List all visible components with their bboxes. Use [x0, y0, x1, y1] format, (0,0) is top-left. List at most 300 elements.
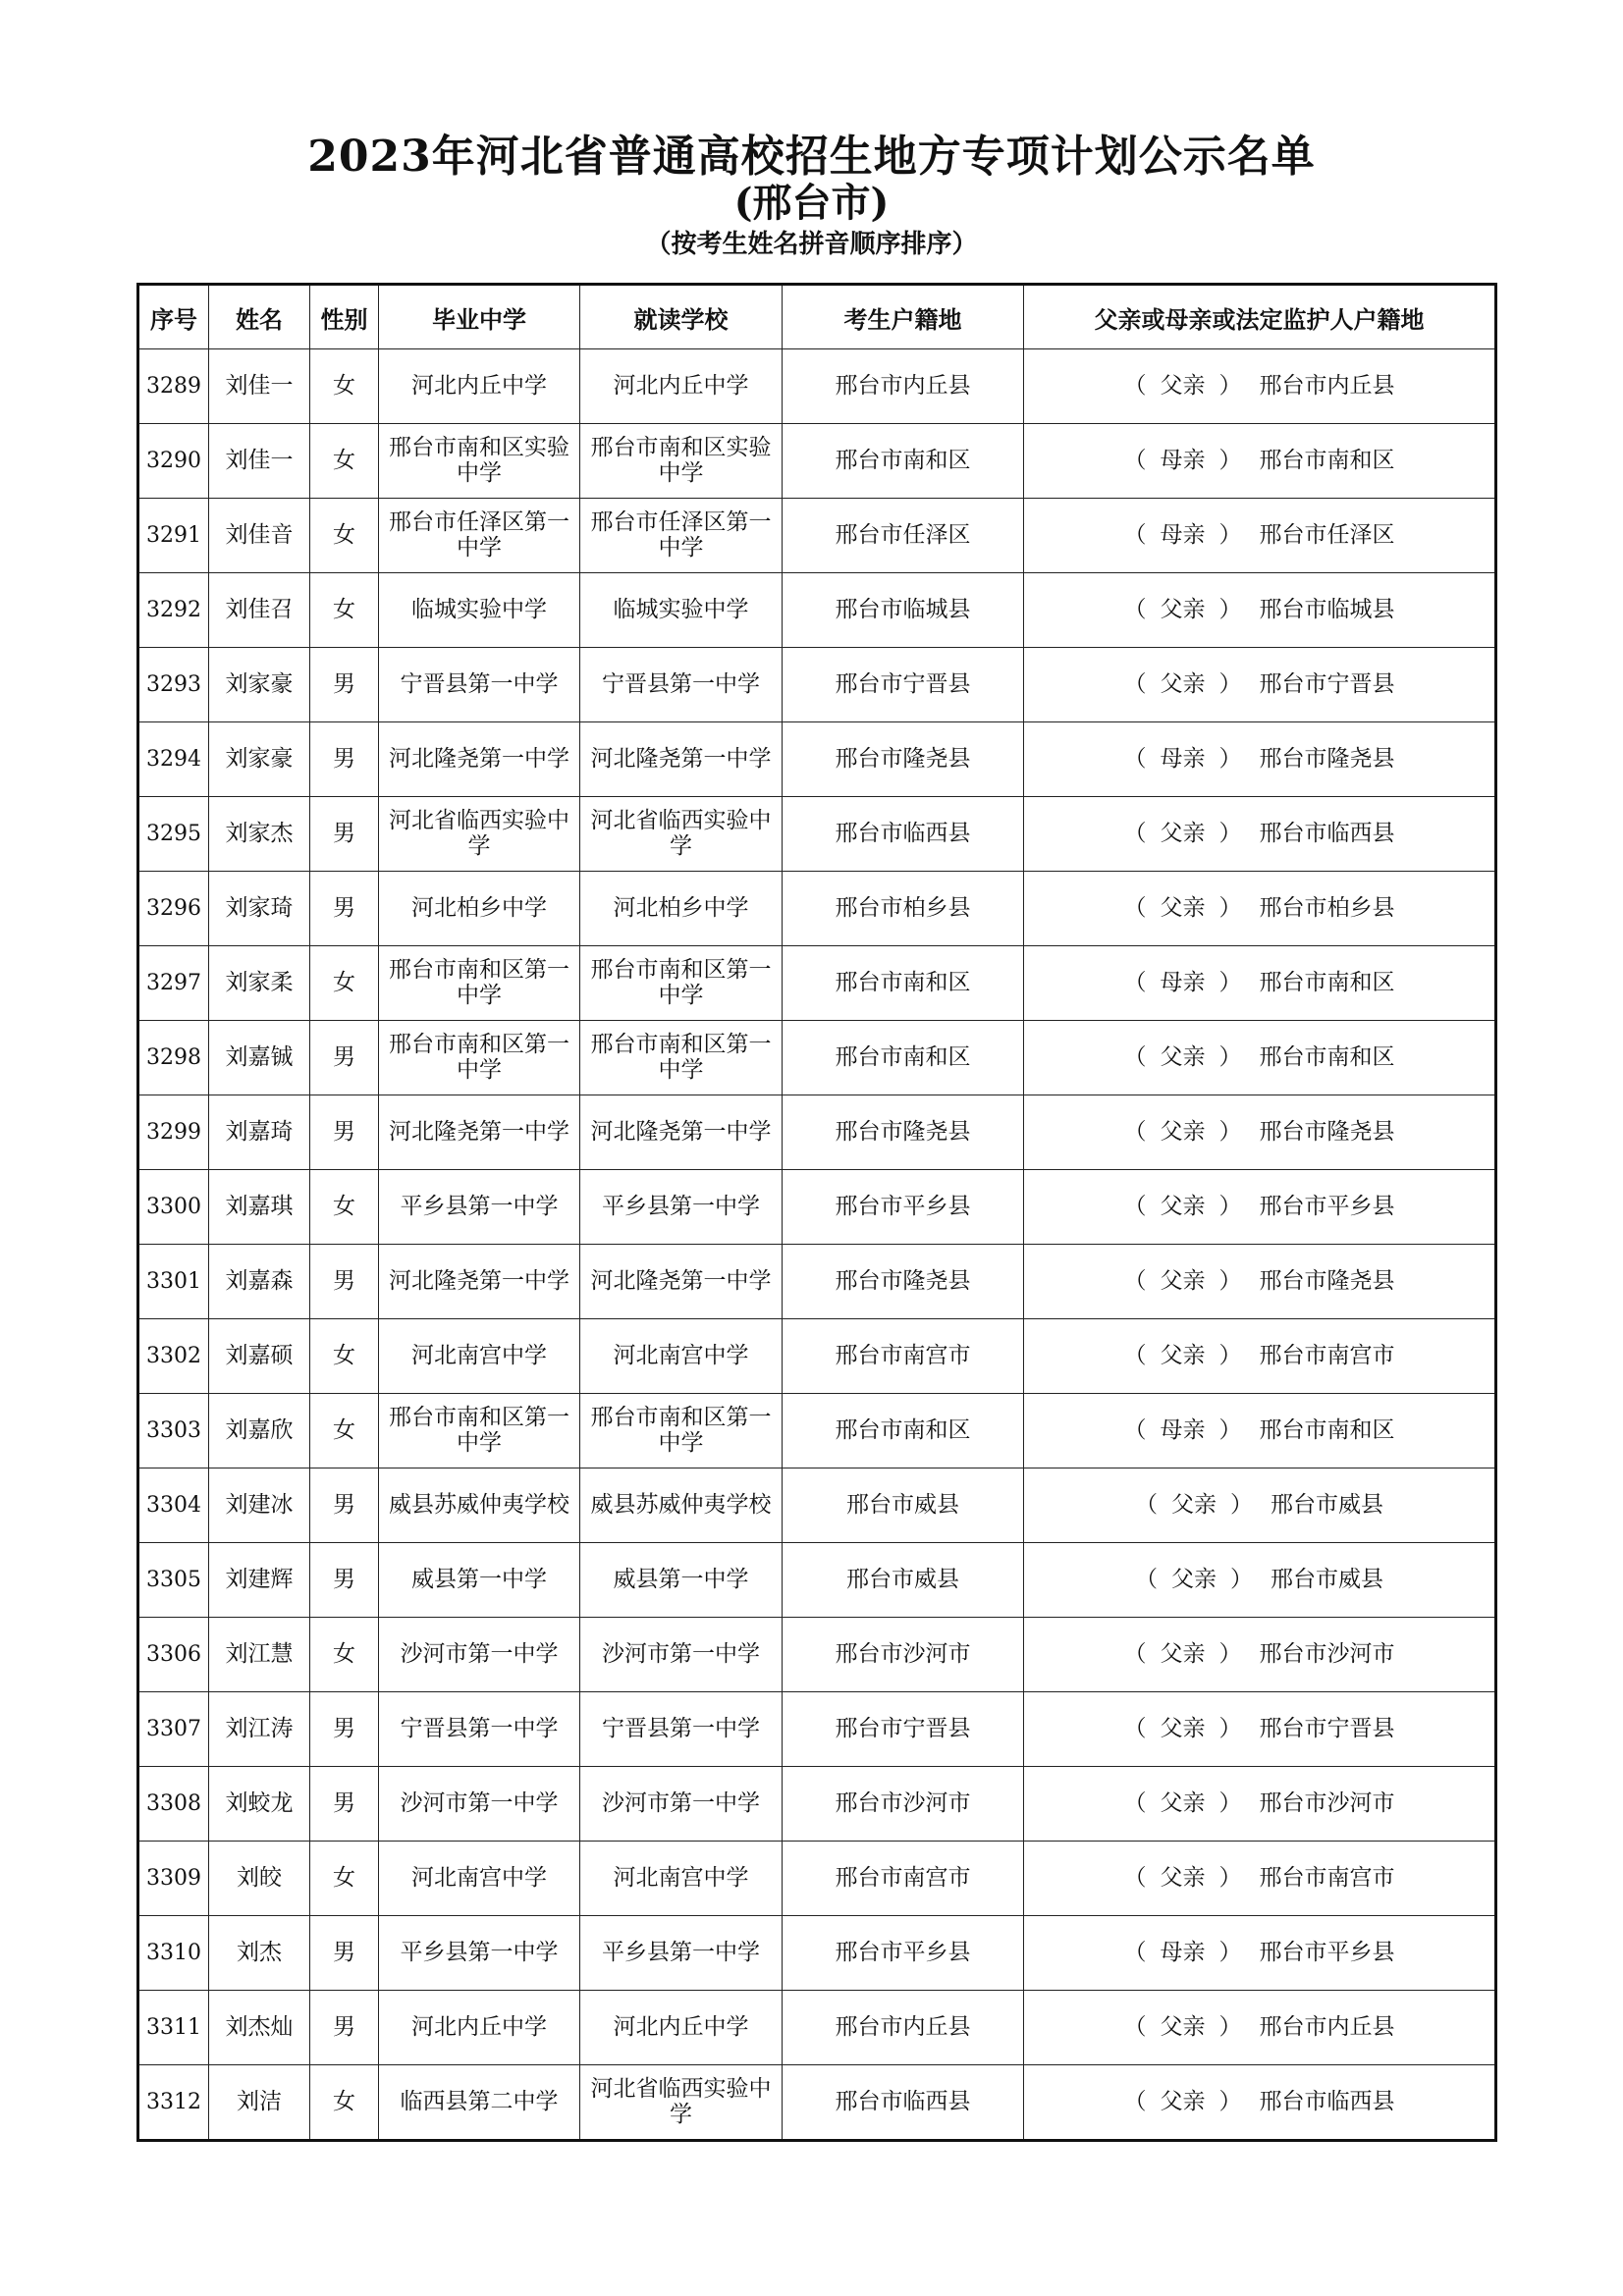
cell-residence: 邢台市临西县: [783, 797, 1024, 872]
cell-gender: 女: [310, 499, 379, 573]
cell-current-school: [580, 946, 783, 1021]
cell-seq: 3307: [138, 1692, 209, 1767]
cell-grad-school: [379, 1842, 580, 1916]
guardian-role-text: 母亲: [1160, 448, 1206, 473]
cell-name: 刘建辉: [209, 1543, 310, 1618]
cell-grad-school: [379, 1468, 580, 1543]
cell-grad-school: [379, 424, 580, 499]
guardian-role: （ 父亲 ）: [1123, 1119, 1242, 1145]
guardian-role: （ 父亲 ）: [1123, 373, 1242, 399]
cell-grad-school-text: 邢台市任泽区第一中学: [389, 509, 569, 561]
cell-residence: 邢台市内丘县: [783, 1991, 1024, 2065]
document-title: 2023年河北省普通高校招生地方专项计划公示名单: [307, 132, 1316, 182]
cell-gender: 男: [310, 648, 379, 722]
cell-grad-school-text: 威县苏威仲夷学校: [389, 1492, 569, 1518]
cell-name: 刘嘉琦: [209, 1095, 310, 1170]
cell-seq: 3299: [138, 1095, 209, 1170]
guardian-role-text: 父亲: [1160, 1343, 1206, 1368]
cell-name: 刘蛟龙: [209, 1767, 310, 1842]
guardian-role: （ 父亲 ）: [1123, 671, 1242, 697]
guardian-role: （ 父亲 ）: [1123, 1343, 1242, 1368]
cell-gender: 女: [310, 946, 379, 1021]
guardian-residence-text: 邢台市南宫市: [1259, 1865, 1395, 1891]
cell-seq: 3309: [138, 1842, 209, 1916]
cell-residence: 邢台市南宫市: [783, 1319, 1024, 1394]
cell-name: 刘佳一: [209, 349, 310, 424]
cell-name: 刘皎: [209, 1842, 310, 1916]
cell-grad-school: [379, 1543, 580, 1618]
cell-gender: 男: [310, 1767, 379, 1842]
table-row: [138, 1767, 1496, 1842]
cell-gender: 女: [310, 1319, 379, 1394]
cell-guardian-residence: [1024, 424, 1496, 499]
cell-current-school-text: 邢台市南和区第一中学: [590, 1032, 772, 1083]
cell-seq: 3303: [138, 1394, 209, 1468]
cell-grad-school: [379, 2065, 580, 2141]
guardian-role-text: 父亲: [1171, 1567, 1217, 1592]
cell-current-school: [580, 424, 783, 499]
cell-seq: 3297: [138, 946, 209, 1021]
cell-guardian-residence: [1024, 1245, 1496, 1319]
cell-guardian-residence: [1024, 722, 1496, 797]
cell-seq: 3306: [138, 1618, 209, 1692]
cell-current-school: [580, 1170, 783, 1245]
table-row: [138, 2065, 1496, 2141]
cell-guardian-residence: [1024, 1991, 1496, 2065]
cell-grad-school-text: 河北内丘中学: [411, 373, 547, 399]
guardian-role: （ 父亲 ）: [1123, 1268, 1242, 1294]
cell-grad-school: [379, 1245, 580, 1319]
cell-grad-school: [379, 1095, 580, 1170]
cell-current-school-text: 沙河市第一中学: [602, 1641, 760, 1667]
cell-seq: 3302: [138, 1319, 209, 1394]
cell-grad-school-text: 平乡县第一中学: [400, 1940, 559, 1965]
guardian-residence-text: 邢台市沙河市: [1259, 1790, 1395, 1816]
cell-guardian-residence: [1024, 1468, 1496, 1543]
cell-name: 刘家琦: [209, 872, 310, 946]
guardian-role-text: 母亲: [1160, 522, 1206, 548]
cell-grad-school-text: 沙河市第一中学: [400, 1790, 559, 1816]
cell-residence: 邢台市南和区: [783, 1394, 1024, 1468]
cell-grad-school-text: 河北隆尧第一中学: [389, 746, 569, 772]
guardian-role-text: 父亲: [1171, 1492, 1217, 1518]
guardian-residence-text: 邢台市内丘县: [1259, 2014, 1395, 2040]
guardian-role-text: 父亲: [1160, 1194, 1206, 1219]
cell-residence: 邢台市临城县: [783, 573, 1024, 648]
cell-gender: 男: [310, 797, 379, 872]
cell-gender: 女: [310, 1170, 379, 1245]
cell-current-school-text: 平乡县第一中学: [602, 1194, 760, 1219]
cell-residence: 邢台市威县: [783, 1468, 1024, 1543]
guardian-role-text: 父亲: [1160, 1716, 1206, 1741]
column-header-name: 姓名: [209, 285, 310, 349]
cell-grad-school-text: 平乡县第一中学: [400, 1194, 559, 1219]
table-row: [138, 722, 1496, 797]
guardian-residence-text: 邢台市南和区: [1259, 970, 1395, 995]
cell-name: 刘家豪: [209, 648, 310, 722]
table-row: [138, 1543, 1496, 1618]
cell-guardian-residence: [1024, 872, 1496, 946]
column-header-grad-school: 毕业中学: [379, 285, 580, 349]
cell-current-school: [580, 1543, 783, 1618]
guardian-residence-text: 邢台市内丘县: [1259, 373, 1395, 399]
cell-seq: 3296: [138, 872, 209, 946]
guardian-role-text: 父亲: [1160, 1790, 1206, 1816]
table-row: [138, 1095, 1496, 1170]
cell-grad-school-text: 沙河市第一中学: [400, 1641, 559, 1667]
cell-guardian-residence: [1024, 1319, 1496, 1394]
cell-grad-school: [379, 1767, 580, 1842]
cell-guardian-residence: [1024, 797, 1496, 872]
guardian-residence-text: 邢台市隆尧县: [1259, 1268, 1395, 1294]
cell-current-school: [580, 1468, 783, 1543]
guardian-role-text: 父亲: [1160, 1119, 1206, 1145]
cell-grad-school: [379, 1319, 580, 1394]
cell-grad-school-text: 河北南宫中学: [411, 1343, 547, 1368]
guardian-residence-text: 邢台市隆尧县: [1259, 1119, 1395, 1145]
cell-seq: 3295: [138, 797, 209, 872]
guardian-role: （ 母亲 ）: [1123, 1940, 1242, 1965]
cell-current-school: [580, 349, 783, 424]
guardian-residence-text: 邢台市南和区: [1259, 1044, 1395, 1070]
cell-current-school-text: 河北柏乡中学: [613, 895, 749, 921]
cell-grad-school: [379, 1991, 580, 2065]
table-row: [138, 1394, 1496, 1468]
table-row: [138, 424, 1496, 499]
cell-gender: 女: [310, 349, 379, 424]
cell-name: 刘家柔: [209, 946, 310, 1021]
cell-residence: 邢台市任泽区: [783, 499, 1024, 573]
guardian-residence-text: 邢台市威县: [1271, 1492, 1383, 1518]
table-row: [138, 1916, 1496, 1991]
cell-gender: 男: [310, 1916, 379, 1991]
cell-gender: 男: [310, 1245, 379, 1319]
cell-grad-school: [379, 1692, 580, 1767]
cell-name: 刘佳一: [209, 424, 310, 499]
cell-current-school-text: 河北省临西实验中学: [590, 808, 772, 859]
cell-guardian-residence: [1024, 349, 1496, 424]
cell-guardian-residence: [1024, 573, 1496, 648]
cell-grad-school-text: 河北省临西实验中学: [389, 808, 569, 859]
cell-gender: 男: [310, 1991, 379, 2065]
cell-residence: 邢台市隆尧县: [783, 1095, 1024, 1170]
cell-grad-school-text: 临城实验中学: [411, 597, 547, 622]
cell-grad-school-text: 河北南宫中学: [411, 1865, 547, 1891]
column-header-guardian-residence: 父亲或母亲或法定监护人户籍地: [1024, 285, 1496, 349]
table-row: [138, 1692, 1496, 1767]
guardian-role-text: 父亲: [1160, 895, 1206, 921]
cell-grad-school: [379, 1170, 580, 1245]
cell-current-school-text: 威县第一中学: [613, 1567, 749, 1592]
cell-current-school-text: 邢台市任泽区第一中学: [590, 509, 772, 561]
cell-seq: 3304: [138, 1468, 209, 1543]
cell-seq: 3310: [138, 1916, 209, 1991]
cell-residence: 邢台市南和区: [783, 1021, 1024, 1095]
cell-current-school: [580, 872, 783, 946]
guardian-role-text: 父亲: [1160, 1268, 1206, 1294]
cell-name: 刘嘉铖: [209, 1021, 310, 1095]
cell-gender: 女: [310, 1394, 379, 1468]
document-subtitle: (邢台市): [733, 180, 890, 226]
cell-current-school: [580, 1842, 783, 1916]
cell-seq: 3292: [138, 573, 209, 648]
table-row: [138, 1319, 1496, 1394]
cell-gender: 女: [310, 1842, 379, 1916]
cell-grad-school: [379, 1394, 580, 1468]
cell-grad-school-text: 临西县第二中学: [400, 2089, 559, 2114]
cell-current-school-text: 沙河市第一中学: [602, 1790, 760, 1816]
cell-guardian-residence: [1024, 1842, 1496, 1916]
cell-grad-school-text: 邢台市南和区第一中学: [389, 1405, 569, 1456]
guardian-role-text: 母亲: [1160, 1417, 1206, 1443]
cell-current-school-text: 邢台市南和区第一中学: [590, 1405, 772, 1456]
cell-gender: 男: [310, 1692, 379, 1767]
guardian-residence-text: 邢台市临西县: [1259, 2089, 1395, 2114]
column-header-residence: 考生户籍地: [783, 285, 1024, 349]
guardian-residence-text: 邢台市柏乡县: [1259, 895, 1395, 921]
cell-gender: 男: [310, 1468, 379, 1543]
guardian-role: （ 母亲 ）: [1123, 970, 1242, 995]
admission-roster-table: [136, 283, 1497, 2142]
cell-current-school: [580, 499, 783, 573]
table-row: [138, 573, 1496, 648]
guardian-role: （ 父亲 ）: [1123, 1641, 1242, 1667]
guardian-role-text: 父亲: [1160, 1865, 1206, 1891]
cell-seq: 3312: [138, 2065, 209, 2141]
table-row: [138, 1991, 1496, 2065]
cell-current-school-text: 河北南宫中学: [613, 1865, 749, 1891]
cell-grad-school: [379, 722, 580, 797]
cell-current-school: [580, 1095, 783, 1170]
cell-name: 刘佳音: [209, 499, 310, 573]
guardian-residence-text: 邢台市南和区: [1259, 448, 1395, 473]
cell-grad-school-text: 宁晋县第一中学: [400, 671, 559, 697]
cell-seq: 3305: [138, 1543, 209, 1618]
cell-residence: 邢台市宁晋县: [783, 648, 1024, 722]
cell-guardian-residence: [1024, 1692, 1496, 1767]
table-row: [138, 1618, 1496, 1692]
cell-grad-school-text: 邢台市南和区第一中学: [389, 957, 569, 1008]
guardian-role-text: 父亲: [1160, 597, 1206, 622]
cell-current-school-text: 河北隆尧第一中学: [590, 1119, 772, 1145]
cell-gender: 男: [310, 1095, 379, 1170]
guardian-residence-text: 邢台市临城县: [1259, 597, 1395, 622]
cell-name: 刘家杰: [209, 797, 310, 872]
guardian-role: （ 父亲 ）: [1135, 1492, 1253, 1518]
table-row: [138, 1468, 1496, 1543]
cell-guardian-residence: [1024, 648, 1496, 722]
cell-grad-school-text: 河北内丘中学: [411, 2014, 547, 2040]
guardian-residence-text: 邢台市南宫市: [1259, 1343, 1395, 1368]
cell-current-school: [580, 2065, 783, 2141]
cell-residence: 邢台市内丘县: [783, 349, 1024, 424]
cell-residence: 邢台市隆尧县: [783, 1245, 1024, 1319]
cell-grad-school: [379, 946, 580, 1021]
cell-current-school: [580, 1394, 783, 1468]
cell-grad-school: [379, 1618, 580, 1692]
cell-gender: 女: [310, 424, 379, 499]
table-header-row: [138, 285, 1496, 349]
guardian-role: （ 父亲 ）: [1123, 1716, 1242, 1741]
guardian-role-text: 父亲: [1160, 1641, 1206, 1667]
cell-name: 刘江慧: [209, 1618, 310, 1692]
cell-current-school-text: 邢台市南和区第一中学: [590, 957, 772, 1008]
cell-guardian-residence: [1024, 1095, 1496, 1170]
guardian-role-text: 母亲: [1160, 970, 1206, 995]
cell-residence: 邢台市宁晋县: [783, 1692, 1024, 1767]
cell-guardian-residence: [1024, 1916, 1496, 1991]
cell-current-school: [580, 1245, 783, 1319]
table-row: [138, 499, 1496, 573]
cell-name: 刘江涛: [209, 1692, 310, 1767]
guardian-role: （ 父亲 ）: [1123, 895, 1242, 921]
cell-grad-school-text: 威县第一中学: [411, 1567, 547, 1592]
cell-name: 刘洁: [209, 2065, 310, 2141]
guardian-role: （ 父亲 ）: [1123, 1044, 1242, 1070]
cell-seq: 3298: [138, 1021, 209, 1095]
cell-guardian-residence: [1024, 1543, 1496, 1618]
cell-guardian-residence: [1024, 2065, 1496, 2141]
cell-grad-school: [379, 573, 580, 648]
guardian-role: （ 母亲 ）: [1123, 448, 1242, 473]
guardian-residence-text: 邢台市平乡县: [1259, 1194, 1395, 1219]
table-row: [138, 1170, 1496, 1245]
cell-name: 刘佳召: [209, 573, 310, 648]
cell-grad-school: [379, 872, 580, 946]
cell-current-school-text: 邢台市南和区实验中学: [590, 435, 772, 486]
cell-current-school-text: 宁晋县第一中学: [602, 671, 760, 697]
cell-guardian-residence: [1024, 1170, 1496, 1245]
guardian-role-text: 父亲: [1160, 373, 1206, 399]
cell-gender: 女: [310, 1618, 379, 1692]
cell-current-school: [580, 1021, 783, 1095]
guardian-role: （ 母亲 ）: [1123, 746, 1242, 772]
cell-current-school: [580, 797, 783, 872]
cell-name: 刘家豪: [209, 722, 310, 797]
cell-name: 刘嘉欣: [209, 1394, 310, 1468]
guardian-role: （ 父亲 ）: [1123, 1790, 1242, 1816]
guardian-role: （ 父亲 ）: [1123, 597, 1242, 622]
sort-note: （按考生姓名拼音顺序排序）: [645, 230, 978, 259]
cell-gender: 男: [310, 1021, 379, 1095]
cell-grad-school-text: 邢台市南和区第一中学: [389, 1032, 569, 1083]
cell-current-school: [580, 648, 783, 722]
cell-grad-school-text: 宁晋县第一中学: [400, 1716, 559, 1741]
cell-name: 刘嘉森: [209, 1245, 310, 1319]
cell-current-school-text: 河北内丘中学: [613, 2014, 749, 2040]
table-row: [138, 648, 1496, 722]
cell-guardian-residence: [1024, 1618, 1496, 1692]
table-row: [138, 872, 1496, 946]
table-row: [138, 1021, 1496, 1095]
cell-current-school-text: 威县苏威仲夷学校: [590, 1492, 772, 1518]
cell-grad-school: [379, 648, 580, 722]
cell-grad-school-text: 河北柏乡中学: [411, 895, 547, 921]
cell-seq: 3301: [138, 1245, 209, 1319]
cell-residence: 邢台市威县: [783, 1543, 1024, 1618]
cell-gender: 女: [310, 2065, 379, 2141]
guardian-residence-text: 邢台市威县: [1271, 1567, 1383, 1592]
cell-name: 刘建冰: [209, 1468, 310, 1543]
cell-gender: 男: [310, 872, 379, 946]
cell-grad-school: [379, 1916, 580, 1991]
cell-current-school-text: 河北隆尧第一中学: [590, 746, 772, 772]
guardian-role: （ 父亲 ）: [1123, 1194, 1242, 1219]
cell-gender: 男: [310, 722, 379, 797]
guardian-role-text: 父亲: [1160, 2089, 1206, 2114]
cell-guardian-residence: [1024, 1394, 1496, 1468]
cell-seq: 3293: [138, 648, 209, 722]
guardian-role: （ 父亲 ）: [1123, 2014, 1242, 2040]
guardian-role: （ 父亲 ）: [1123, 1865, 1242, 1891]
guardian-residence-text: 邢台市任泽区: [1259, 522, 1395, 548]
cell-current-school-text: 河北内丘中学: [613, 373, 749, 399]
guardian-role: （ 母亲 ）: [1123, 1417, 1242, 1443]
table-row: [138, 1245, 1496, 1319]
guardian-residence-text: 邢台市宁晋县: [1259, 671, 1395, 697]
cell-gender: 男: [310, 1543, 379, 1618]
column-header-current-school: 就读学校: [580, 285, 783, 349]
cell-current-school-text: 河北南宫中学: [613, 1343, 749, 1368]
cell-name: 刘嘉琪: [209, 1170, 310, 1245]
cell-grad-school: [379, 797, 580, 872]
column-header-seq: 序号: [138, 285, 209, 349]
cell-grad-school: [379, 349, 580, 424]
cell-current-school: [580, 1692, 783, 1767]
cell-current-school-text: 河北隆尧第一中学: [590, 1268, 772, 1294]
cell-guardian-residence: [1024, 1767, 1496, 1842]
cell-gender: 女: [310, 573, 379, 648]
guardian-residence-text: 邢台市临西县: [1259, 821, 1395, 846]
cell-residence: 邢台市柏乡县: [783, 872, 1024, 946]
guardian-residence-text: 邢台市平乡县: [1259, 1940, 1395, 1965]
cell-current-school-text: 临城实验中学: [613, 597, 749, 622]
cell-seq: 3289: [138, 349, 209, 424]
table-row: [138, 946, 1496, 1021]
cell-residence: 邢台市沙河市: [783, 1767, 1024, 1842]
cell-name: 刘嘉硕: [209, 1319, 310, 1394]
guardian-residence-text: 邢台市隆尧县: [1259, 746, 1395, 772]
table-row: [138, 1842, 1496, 1916]
guardian-residence-text: 邢台市南和区: [1259, 1417, 1395, 1443]
cell-name: 刘杰: [209, 1916, 310, 1991]
cell-seq: 3311: [138, 1991, 209, 2065]
cell-residence: 邢台市临西县: [783, 2065, 1024, 2141]
cell-grad-school-text: 河北隆尧第一中学: [389, 1119, 569, 1145]
guardian-residence-text: 邢台市沙河市: [1259, 1641, 1395, 1667]
cell-name: 刘杰灿: [209, 1991, 310, 2065]
cell-current-school: [580, 722, 783, 797]
cell-guardian-residence: [1024, 1021, 1496, 1095]
cell-residence: 邢台市南和区: [783, 424, 1024, 499]
cell-grad-school: [379, 1021, 580, 1095]
column-header-gender: 性别: [310, 285, 379, 349]
cell-grad-school-text: 邢台市南和区实验中学: [389, 435, 569, 486]
guardian-role-text: 父亲: [1160, 671, 1206, 697]
guardian-role: （ 父亲 ）: [1123, 821, 1242, 846]
table-row: [138, 349, 1496, 424]
guardian-role-text: 母亲: [1160, 1940, 1206, 1965]
guardian-role-text: 父亲: [1160, 821, 1206, 846]
guardian-role: （ 母亲 ）: [1123, 522, 1242, 548]
cell-residence: 邢台市南和区: [783, 946, 1024, 1021]
cell-residence: 邢台市平乡县: [783, 1170, 1024, 1245]
cell-guardian-residence: [1024, 499, 1496, 573]
cell-grad-school: [379, 499, 580, 573]
cell-current-school: [580, 1767, 783, 1842]
cell-seq: 3308: [138, 1767, 209, 1842]
cell-seq: 3294: [138, 722, 209, 797]
